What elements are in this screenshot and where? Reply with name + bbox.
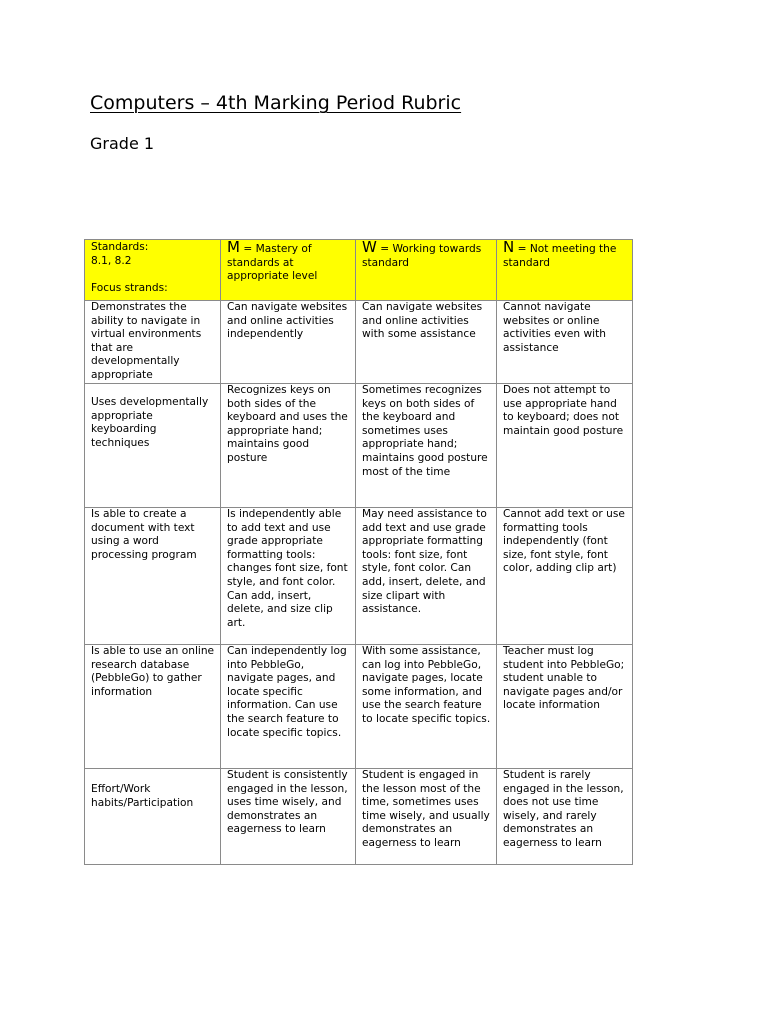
standard-text: Uses developmentally appropriate keyboarding techniques <box>91 396 209 449</box>
mastery-cell: Student is consistently engaged in the lesson, uses time wisely, and demonstrates an eagerness to learn <box>221 769 356 865</box>
mastery-cell: Is independently able to add text and use grade appropriate formatting tools: changes font size, font style, and font color. Can add, insert, delete, and size clip art. <box>221 508 356 645</box>
working-cell: With some assistance, can log into PebbleGo, navigate pages, locate some information, and use the search feature to locate specific topics. <box>356 645 497 769</box>
table-row <box>85 508 633 645</box>
standard-cell <box>85 769 221 865</box>
working-header-cell <box>356 240 497 301</box>
not-meeting-cell: Cannot add text or use formatting tools independently (font size, font style, font color, adding clip art) <box>497 508 633 645</box>
mastery-letter: M <box>227 239 240 256</box>
standard-cell <box>85 384 221 508</box>
table-row <box>85 301 633 384</box>
table-row <box>85 769 633 865</box>
working-cell: May need assistance to add text and use grade appropriate formatting tools: font size, font style, font color. Can add, insert, delete, and size clipart with assistance. <box>356 508 497 645</box>
not-meeting-letter: N <box>503 239 515 256</box>
mastery-cell: Recognizes keys on both sides of the keyboard and uses the appropriate hand; maintains good posture <box>221 384 356 508</box>
mastery-cell: Can independently log into PebbleGo, navigate pages, and locate specific information. Can use the search feature to locate specific topics. <box>221 645 356 769</box>
mastery-header-cell <box>221 240 356 301</box>
not-meeting-header-cell <box>497 240 633 301</box>
grade-heading: Grade 1 <box>90 134 155 153</box>
standard-cell: Is able to create a document with text using a word processing program <box>85 508 221 645</box>
mastery-cell: Can navigate websites and online activities independently <box>221 301 356 384</box>
not-meeting-cell: Student is rarely engaged in the lesson, does not use time wisely, and rarely demonstrates an eagerness to learn <box>497 769 633 865</box>
table-row <box>85 384 633 508</box>
working-cell: Sometimes recognizes keys on both sides of the keyboard and sometimes uses appropriate hand; maintains good posture most of the time <box>356 384 497 508</box>
mastery-label: = Mastery of standards at appropriate level <box>227 243 318 283</box>
standards-header-cell <box>85 240 221 301</box>
working-letter: W <box>362 239 377 256</box>
not-meeting-label: = Not meeting the standard <box>503 243 617 269</box>
not-meeting-cell: Does not attempt to use appropriate hand to keyboard; does not maintain good posture <box>497 384 633 508</box>
working-label: = Working towards standard <box>362 243 482 269</box>
standards-header-text: Standards: 8.1, 8.2 Focus strands: <box>91 241 168 294</box>
document-title: Computers – 4th Marking Period Rubric <box>90 92 462 114</box>
rubric-table <box>84 239 633 865</box>
not-meeting-cell: Cannot navigate websites or online activities even with assistance <box>497 301 633 384</box>
standard-text: Effort/Work habits/Participation <box>91 783 194 809</box>
not-meeting-cell: Teacher must log student into PebbleGo; student unable to navigate pages and/or locate information <box>497 645 633 769</box>
working-cell: Student is engaged in the lesson most of the time, sometimes uses time wisely, and usually demonstrates an eagerness to learn <box>356 769 497 865</box>
table-row <box>85 645 633 769</box>
rubric-header-row <box>85 240 633 301</box>
working-cell: Can navigate websites and online activities with some assistance <box>356 301 497 384</box>
standard-cell: Is able to use an online research database (PebbleGo) to gather information <box>85 645 221 769</box>
standard-cell: Demonstrates the ability to navigate in virtual environments that are developmentally appropriate <box>85 301 221 384</box>
